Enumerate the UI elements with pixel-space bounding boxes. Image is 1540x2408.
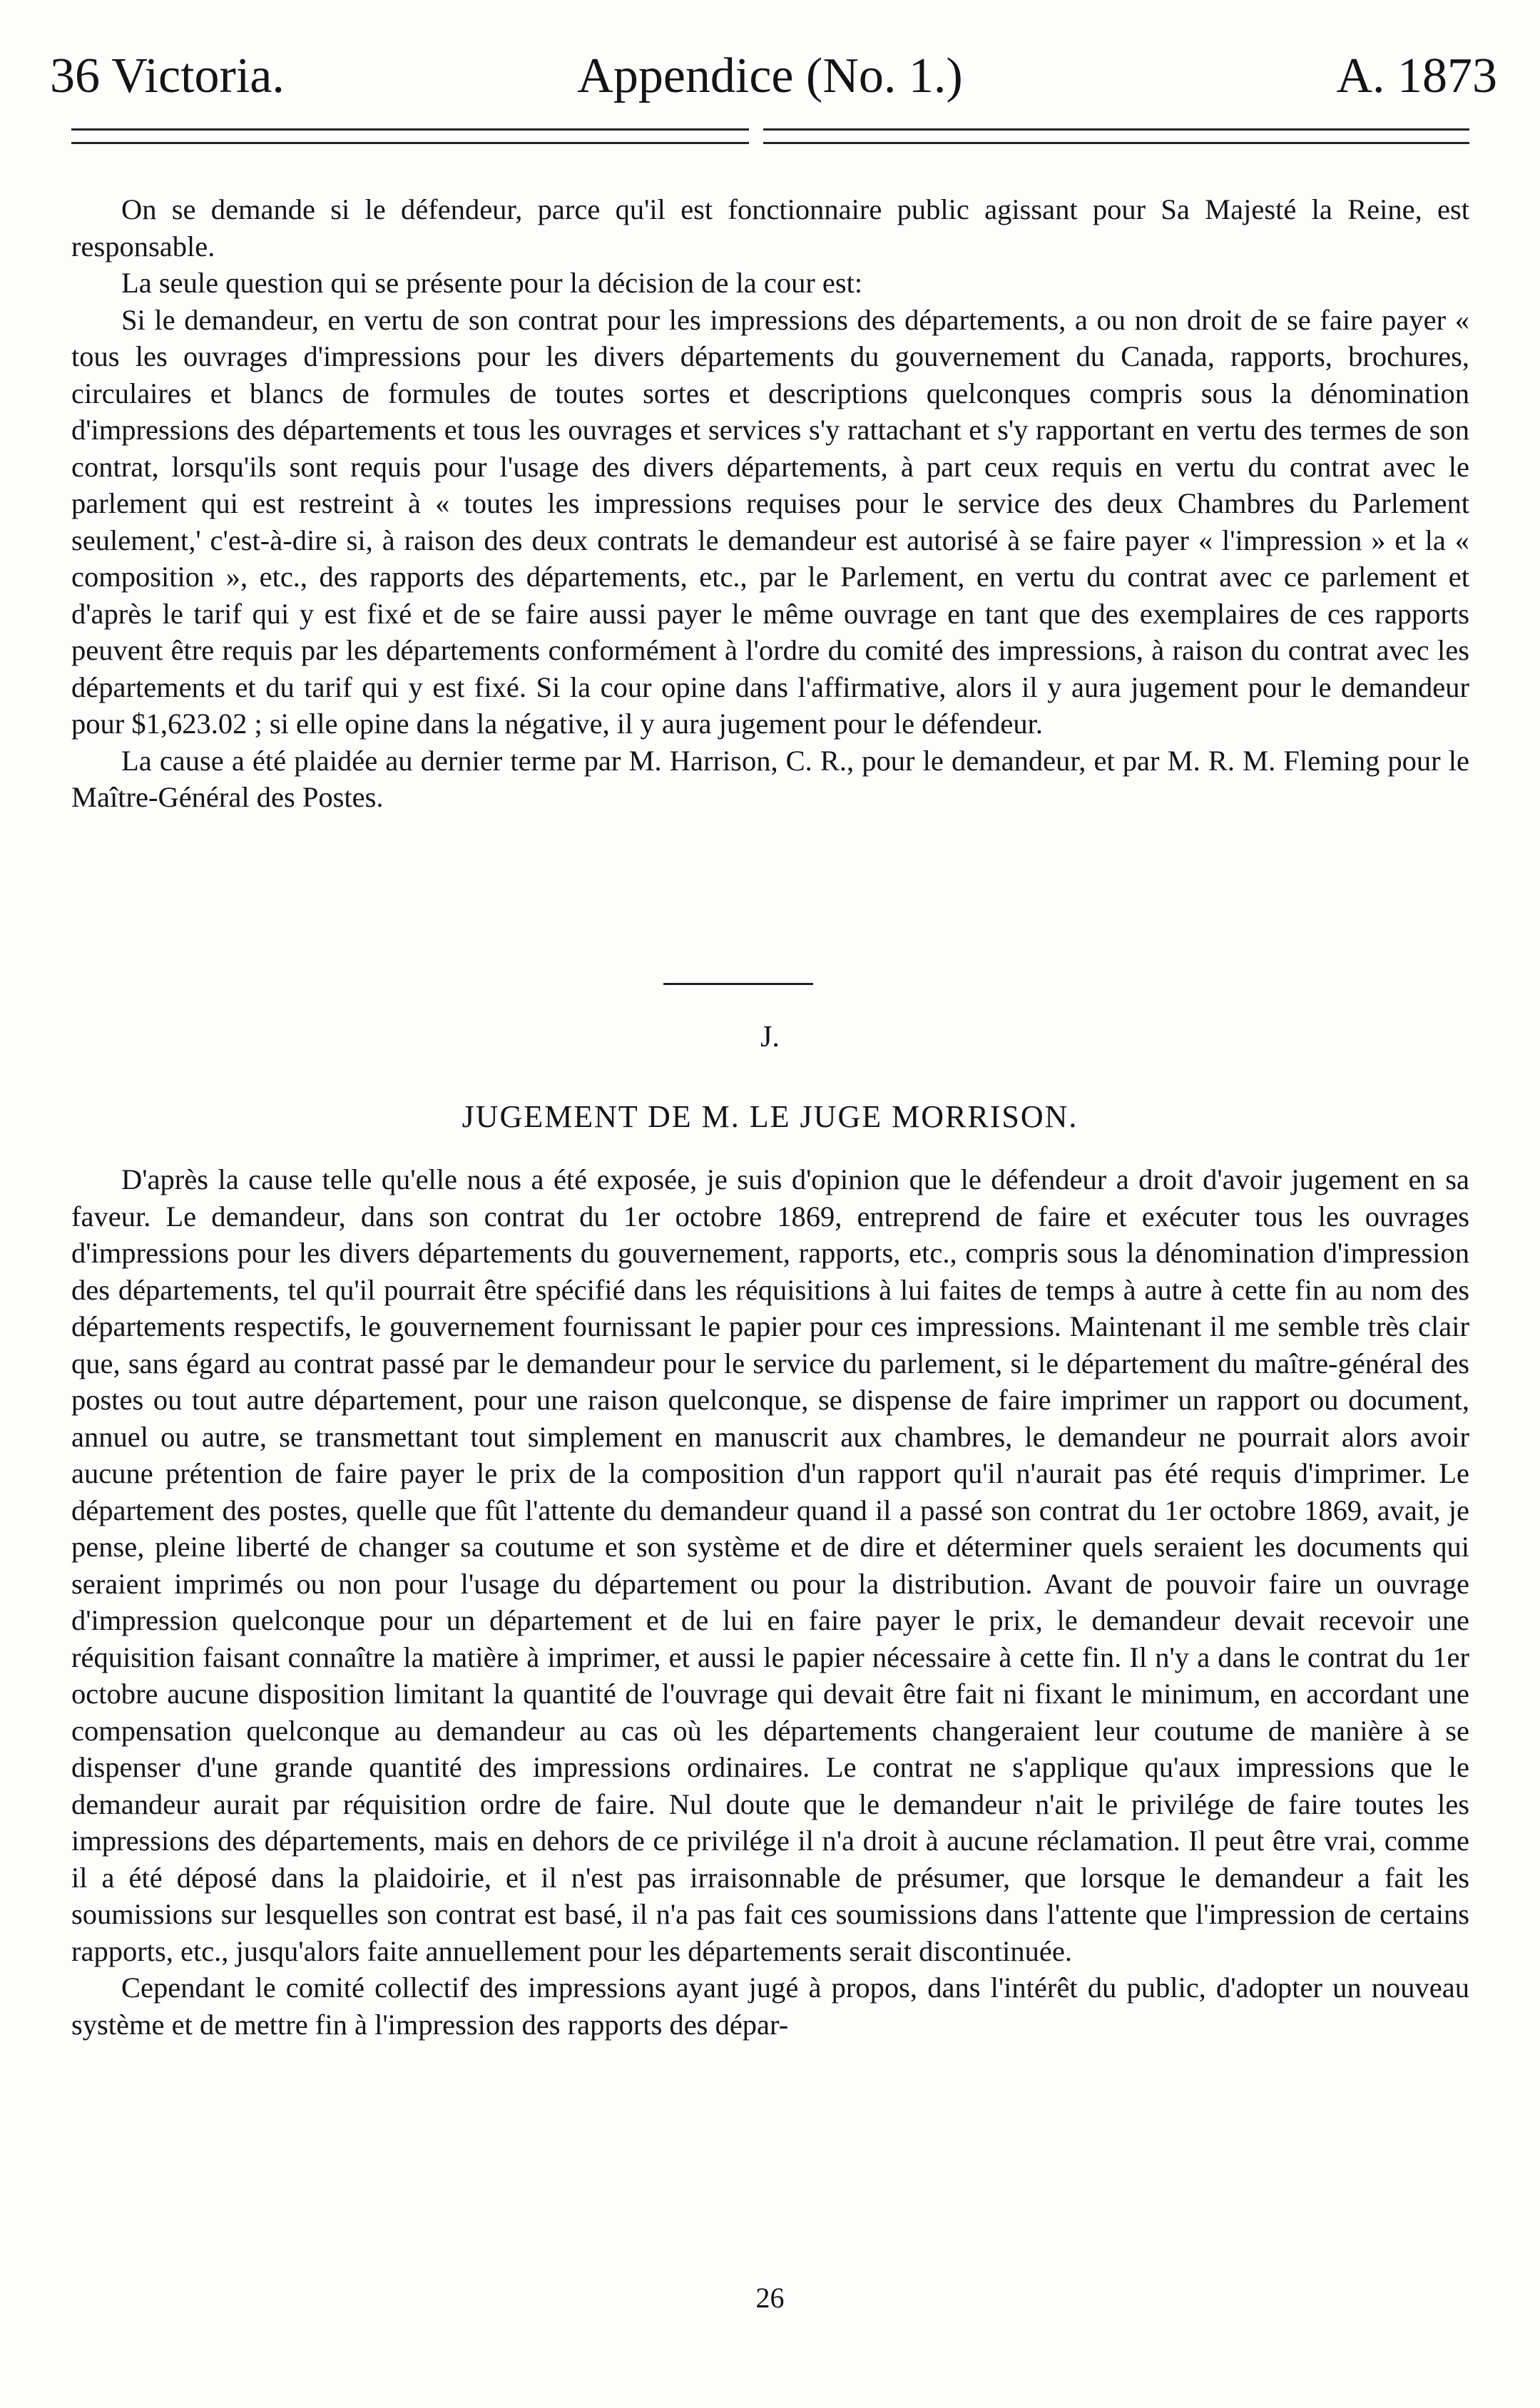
paragraph: La seule question qui se présente pour la décision de la cour est: (121, 267, 863, 299)
page-number: 26 (755, 2282, 785, 2314)
header-left: 36 Victoria. (50, 49, 285, 103)
section-divider (663, 983, 813, 985)
header-center: Appendice (No. 1.) (577, 49, 963, 103)
paragraph: On se demande si le défendeur, parce qu'il est fonctionnaire public agissant pour Sa Majesté la Reine, est responsable. (71, 193, 1469, 262)
intro-section (71, 191, 1469, 816)
paragraph: D'après la cause telle qu'elle nous a été exposée, je suis d'opinion que le défendeur a droit d'avoir jugement en sa faveur. Le demandeur, dans son contrat du 1er octobre 1869, entreprend de faire et exécuter tous les ouvrages d'impressions pour les divers départements du gouvernement, rapports, etc., compris sous la dénomination d'impression des départements, tel qu'il pourrait être spécifié dans les réquisitions à lui faites de temps à autre à cette fin au nom des départements respectifs, le gouvernement fournissant le papier pour ces impressions. Maintenant il me semble très clair que, sans égard au contrat passé par le demandeur pour le service du parlement, si le département du maître-général des postes ou tout autre département, pour une raison quelconque, se dispense de faire imprimer un rapport ou document, annuel ou autre, se transmettant tout simplement en manuscrit aux chambres, le demandeur ne pourrait alors avoir aucune prétention de faire payer le prix de la composition d'un rapport qu'il n'aurait pas été requis d'imprimer. Le département des postes, quelle que fût l'attente du demandeur quand il a passé son contrat du 1er octobre 1869, avait, je pense, pleine liberté de changer sa coutume et son système et de dire et déterminer quels seraient les documents qui seraient imprimés ou non pour l'usage du département ou pour la distribution. Avant de pouvoir faire un ouvrage d'impression quelconque pour un département et de lui en faire payer le prix, le demandeur devait recevoir une réquisition faisant connaître la matière à imprimer, et aussi le papier nécessaire à cette fin. Il n'y a dans le contrat du 1er octobre aucune disposition limitant la quantité de l'ouvrage qui devait être fait ni fixant le minimum, en accordant une compensation quelconque au demandeur au cas où les départements changeraient leur coutume de manière à se dispenser d'une grande quantité des impressions ordinaires. Le contrat ne s'applique qu'aux impressions que le demandeur aurait par réquisition ordre de faire. Nul doute que le demandeur n'ait le privilége de faire toutes les impressions des départements, mais en dehors de ce privilége il n'a droit à aucune réclamation. Il peut être vrai, comme il a été déposé dans la plaidoirie, et il n'est pas irraisonnable de présumer, que lorsque le demandeur a fait les soumissions sur lesquelles son contrat est basé, il n'a pas fait ces soumissions dans l'attente que l'impression de certains rapports, etc., jusqu'alors faite annuellement pour les départements serait discontinuée. (71, 1163, 1469, 1967)
header-right: A. 1873 (1336, 49, 1497, 103)
section-letter: J. (760, 1021, 780, 1054)
paragraph: Si le demandeur, en vertu de son contrat pour les impressions des départements, a ou non droit de se faire payer « tous les ouvrages d'impressions pour les divers départements du gouvernement du Canada, rapports, brochures, circulaires et blancs de formules de toutes sortes et descriptions quelconques compris sous la dénomination d'impressions des départements et tous les ouvrages et services s'y rattachant et s'y rapportant en vertu des termes de son contrat, lorsqu'ils sont requis pour l'usage des divers départements, à part ceux requis en vertu du contrat avec le parlement qui est restreint à « toutes les impressions requises pour le service des deux Chambres du Parlement seulement,' c'est-à-dire si, à raison des deux contrats le demandeur est autorisé à se faire payer « l'impression » et la « composition », etc., des rapports des départements, etc., par le Parlement, en vertu du contrat avec ce parlement et d'après le tarif qui y est fixé et de se faire aussi payer le même ouvrage en tant que des exemplaires de ces rapports peuvent être requis par les départements conformément à l'ordre du comité des impressions, à raison du contrat avec les départements et du tarif qui y est fixé. Si la cour opine dans l'affirmative, alors il y aura jugement pour le demandeur pour $1,623.02 ; si elle opine dans la négative, il y aura jugement pour le défendeur. (71, 303, 1469, 740)
paragraph: La cause a été plaidée au dernier terme par M. Harrison, C. R., pour le demandeur, et par M. R. M. Fleming pour le Maître-Général des Postes. (71, 744, 1469, 813)
paragraph: Cependant le comité collectif des impressions ayant jugé à propos, dans l'intérêt du public, d'adopter un nouveau système et de mettre fin à l'impression des rapports des dépar- (71, 1971, 1469, 2041)
header-rule-right (763, 128, 1469, 144)
page-header (43, 37, 1497, 116)
header-rule-left (71, 128, 749, 144)
judgement-section (71, 1161, 1469, 2043)
section-title: JUGEMENT DE M. LE JUGE MORRISON. (462, 1099, 1078, 1134)
